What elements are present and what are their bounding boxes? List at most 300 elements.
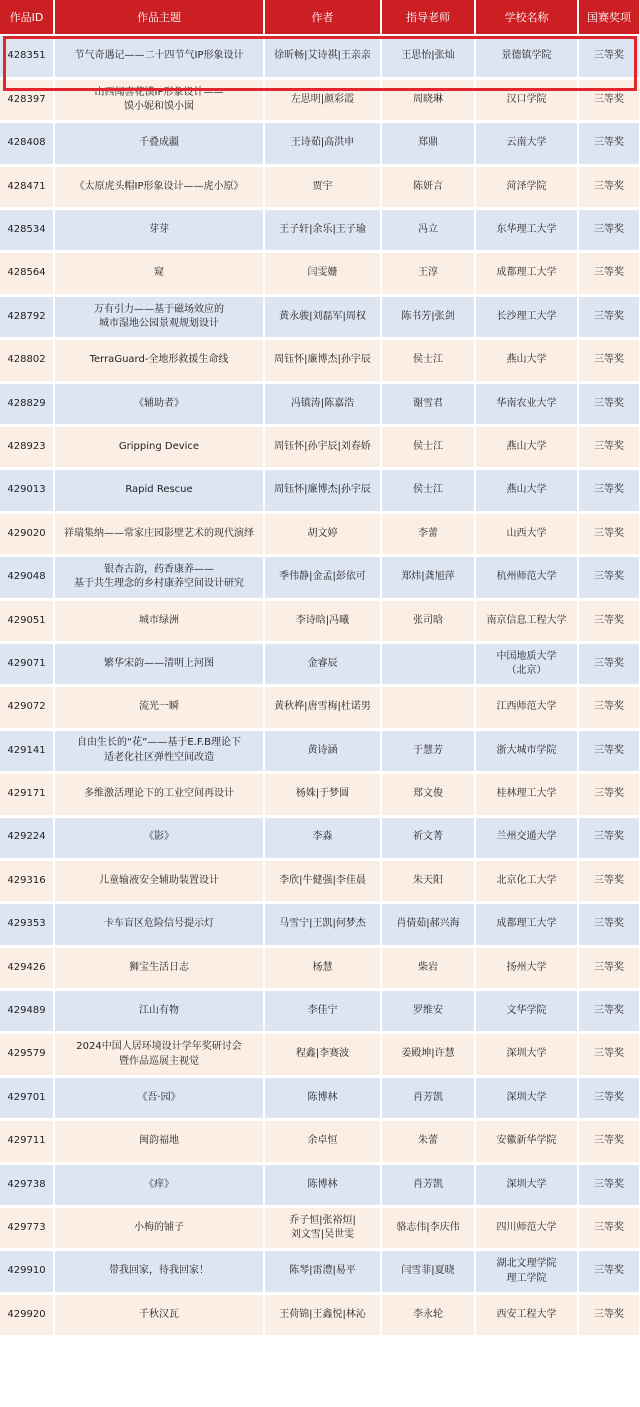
cell-authors-text: 黄秋桦|唐雪梅|杜诺男: [274, 701, 371, 713]
cell-id-text: 429426: [7, 961, 46, 973]
cell-authors-text: 程鑫|李赛波: [295, 1048, 350, 1060]
cell-award-text: 三等奖: [594, 918, 624, 930]
cell-id: [0, 642, 54, 685]
cell-award-text: 三等奖: [594, 50, 624, 62]
cell-school-text: 南京信息工程大学: [486, 614, 567, 626]
cell-advisor: [381, 512, 475, 555]
cell-id-text: 429353: [7, 918, 46, 930]
cell-id-text: 429701: [7, 1091, 46, 1103]
cell-title: [54, 426, 264, 469]
cell-award-text: 三等奖: [594, 1048, 624, 1060]
header-id: 作品ID: [0, 0, 54, 35]
cell-school: [475, 78, 578, 121]
cell-school: [475, 1120, 578, 1163]
cell-advisor-text: 王思怡|张灿: [401, 50, 455, 62]
cell-award: [578, 1120, 640, 1163]
cell-title-text: 节气奇遇记——二十四节气IP形象设计: [74, 50, 244, 62]
cell-award: [578, 773, 640, 816]
cell-id: [0, 686, 54, 729]
cell-award-text: 三等奖: [594, 224, 624, 235]
cell-authors-text: 杨姝|于梦圆: [295, 788, 350, 800]
cell-advisor: [381, 35, 475, 78]
cell-advisor-text: 张司晗: [413, 614, 443, 626]
cell-award-text: 三等奖: [594, 874, 624, 886]
cell-id: [0, 252, 54, 295]
cell-school-text: 兰州交通大学: [496, 831, 557, 843]
cell-title-text: 芽芽: [149, 224, 169, 235]
cell-authors: [264, 295, 381, 338]
cell-id-text: 428408: [7, 137, 46, 149]
cell-authors: [264, 512, 381, 555]
cell-advisor-text: 侯士江: [413, 484, 443, 496]
cell-award-text: 三等奖: [594, 354, 624, 366]
table-row: [0, 946, 640, 989]
cell-award: [578, 512, 640, 555]
cell-school-text: 浙大城市学院: [496, 744, 557, 756]
cell-advisor: [381, 1207, 475, 1250]
cell-authors-text: 陈博林: [307, 1091, 338, 1103]
cell-award-text: 三等奖: [594, 397, 624, 409]
cell-award: [578, 859, 640, 902]
cell-advisor: [381, 1076, 475, 1119]
cell-authors-text: 马雪宁|王凯|何梦杰: [279, 918, 366, 930]
table-row: [0, 1250, 640, 1293]
table-row: [0, 1163, 640, 1206]
cell-advisor: [381, 946, 475, 989]
cell-award: [578, 1293, 640, 1336]
cell-authors: [264, 1293, 381, 1336]
cell-title: [54, 1207, 264, 1250]
cell-advisor-text: 祈文菁: [413, 831, 443, 843]
cell-school: [475, 859, 578, 902]
cell-advisor-text: 侯士江: [413, 354, 443, 366]
cell-title: [54, 1076, 264, 1119]
cell-award: [578, 339, 640, 382]
cell-title: [54, 729, 264, 772]
cell-award: [578, 165, 640, 208]
cell-title-text: 《吾·园》: [137, 1091, 181, 1103]
table-row: [0, 209, 640, 252]
cell-school-text: 燕山大学: [506, 440, 547, 452]
cell-id-text: 429171: [7, 788, 46, 800]
table-row: [0, 1033, 640, 1076]
cell-title: [54, 1163, 264, 1206]
cell-title-text: 千秋汉瓦: [139, 1308, 179, 1320]
cell-advisor: [381, 990, 475, 1033]
cell-title: [54, 1293, 264, 1336]
cell-award: [578, 946, 640, 989]
cell-id: [0, 426, 54, 469]
cell-id-text: 428923: [7, 440, 46, 452]
cell-award: [578, 382, 640, 425]
cell-authors: [264, 946, 381, 989]
cell-title-text: 2024中国人居环境设计学年奖研讨会 暨作品巡展主视觉: [76, 1041, 242, 1067]
table-row: [0, 252, 640, 295]
cell-title-text: 山西闻喜花馍IP形象设计—— 馍小妮和馍小囡: [94, 86, 224, 113]
cell-award-text: 三等奖: [594, 1091, 624, 1103]
cell-authors-text: 闫雯姗: [307, 267, 338, 279]
cell-title-text: 窥: [154, 267, 164, 279]
cell-id: [0, 512, 54, 555]
cell-advisor: [381, 382, 475, 425]
cell-school-text: 菏泽学院: [506, 180, 547, 192]
cell-school-text: 景德镇学院: [501, 50, 552, 62]
cell-award: [578, 209, 640, 252]
cell-school: [475, 1207, 578, 1250]
cell-advisor-text: 郑文俊: [413, 788, 443, 800]
cell-authors: [264, 252, 381, 295]
cell-authors: [264, 773, 381, 816]
cell-title: [54, 339, 264, 382]
cell-id: [0, 1250, 54, 1293]
cell-title-text: 银杏古韵，药香康养—— 基于共生理念的乡村康养空间设计研究: [74, 563, 244, 590]
cell-award-text: 三等奖: [594, 93, 624, 105]
cell-authors-text: 陈博林: [307, 1178, 338, 1190]
cell-id-text: 429141: [7, 744, 46, 756]
cell-id: [0, 1293, 54, 1336]
cell-award: [578, 35, 640, 78]
cell-advisor-text: 于慧芳: [413, 744, 443, 756]
table-row: [0, 339, 640, 382]
cell-title-text: 小梅的铺子: [134, 1221, 184, 1233]
header-school: 学校名称: [475, 0, 578, 35]
cell-award-text: 三等奖: [594, 137, 624, 149]
cell-award-text: 三等奖: [594, 788, 624, 800]
cell-title: [54, 1033, 264, 1076]
cell-advisor: [381, 556, 475, 599]
cell-advisor-text: 闫雪菲|夏晓: [401, 1265, 455, 1277]
cell-award: [578, 426, 640, 469]
cell-id: [0, 816, 54, 859]
cell-school: [475, 35, 578, 78]
cell-advisor-text: 李永轮: [413, 1308, 443, 1320]
cell-advisor: [381, 859, 475, 902]
cell-advisor-text: 周晓琳: [413, 93, 443, 105]
cell-authors-text: 贾宇: [312, 180, 333, 192]
cell-authors-text: 王诗茹|高洪申: [290, 137, 355, 149]
cell-school: [475, 1250, 578, 1293]
cell-title-text: 万有引力——基于磁场效应的 城市湿地公园景观规划设计: [94, 303, 224, 330]
cell-authors: [264, 1250, 381, 1293]
cell-award-text: 三等奖: [594, 701, 624, 713]
cell-title-text: Rapid Rescue: [125, 484, 193, 496]
cell-id-text: 428397: [7, 93, 46, 105]
cell-authors: [264, 1076, 381, 1119]
cell-school: [475, 339, 578, 382]
cell-authors-text: 陈琴|雷澧|易平: [289, 1265, 356, 1277]
cell-title-text: 《影》: [144, 831, 174, 843]
table-row: [0, 35, 640, 78]
cell-award: [578, 686, 640, 729]
cell-id: [0, 1076, 54, 1119]
cell-authors: [264, 990, 381, 1033]
cell-id-text: 428564: [7, 267, 46, 279]
cell-id: [0, 946, 54, 989]
cell-authors-text: 周钰怀|廉博杰|孙宇辰: [274, 354, 371, 366]
cell-authors: [264, 382, 381, 425]
cell-id-text: 429738: [7, 1178, 46, 1190]
cell-school-text: 湖北文理学院 理工学院: [496, 1258, 557, 1284]
cell-title-text: 城市绿洲: [139, 614, 179, 626]
cell-school: [475, 946, 578, 989]
cell-award: [578, 642, 640, 685]
cell-award-text: 三等奖: [594, 440, 624, 452]
cell-id: [0, 1163, 54, 1206]
cell-title: [54, 816, 264, 859]
cell-advisor: [381, 729, 475, 772]
cell-title-text: 带我回家，待我回家！: [109, 1265, 209, 1277]
cell-authors-text: 李诗晗|冯曦: [295, 614, 350, 626]
cell-advisor-text: 姜殿坤|许慧: [401, 1048, 455, 1060]
cell-advisor: [381, 252, 475, 295]
cell-authors-text: 余卓恒: [307, 1135, 338, 1147]
cell-id-text: 428351: [7, 50, 46, 62]
header-title: 作品主题: [54, 0, 264, 35]
cell-id-text: 428471: [7, 180, 46, 192]
cell-school: [475, 252, 578, 295]
cell-title: [54, 990, 264, 1033]
cell-id-text: 429773: [7, 1221, 46, 1233]
cell-authors: [264, 209, 381, 252]
cell-title: [54, 252, 264, 295]
cell-title: [54, 209, 264, 252]
cell-authors: [264, 122, 381, 165]
cell-authors-text: 杨慧: [312, 961, 333, 973]
cell-school-text: 燕山大学: [506, 354, 547, 366]
cell-award: [578, 1076, 640, 1119]
cell-award-text: 三等奖: [594, 527, 624, 539]
table-row: [0, 78, 640, 121]
cell-title-text: 千叠成疆: [139, 137, 179, 149]
cell-school-text: 成都理工大学: [496, 267, 557, 279]
cell-authors: [264, 556, 381, 599]
cell-advisor: [381, 209, 475, 252]
cell-award-text: 三等奖: [594, 484, 624, 496]
cell-title: [54, 382, 264, 425]
cell-title: [54, 122, 264, 165]
cell-award: [578, 599, 640, 642]
cell-authors-text: 冯镇涛|陈嘉浩: [290, 397, 355, 409]
cell-id-text: 429489: [7, 1005, 46, 1017]
cell-id: [0, 209, 54, 252]
table-row: [0, 122, 640, 165]
cell-title-text: 多维激活理论下的工业空间再设计: [84, 788, 234, 800]
cell-authors: [264, 1033, 381, 1076]
table-row: [0, 1293, 640, 1336]
cell-school-text: 华南农业大学: [496, 397, 557, 409]
cell-award-text: 三等奖: [594, 1178, 624, 1190]
cell-school-text: 北京化工大学: [496, 874, 557, 886]
header-advisor: 指导老师: [381, 0, 475, 35]
cell-school-text: 四川师范大学: [496, 1221, 557, 1233]
cell-award-text: 三等奖: [594, 571, 624, 583]
cell-advisor: [381, 78, 475, 121]
cell-award: [578, 122, 640, 165]
cell-school: [475, 382, 578, 425]
table-header-row: [0, 0, 640, 35]
cell-authors-text: 李欣|牛健强|李佳晨: [279, 874, 366, 886]
cell-authors: [264, 599, 381, 642]
cell-title-text: 祥瑞集纳——常家庄园影壁艺术的现代演绎: [64, 527, 254, 539]
cell-advisor-text: 肖倩茹|郝兴海: [396, 918, 460, 930]
cell-title-text: Gripping Device: [118, 440, 200, 452]
cell-school: [475, 122, 578, 165]
cell-school-text: 西安工程大学: [496, 1308, 557, 1320]
cell-title: [54, 556, 264, 599]
table-row: [0, 686, 640, 729]
cell-authors: [264, 816, 381, 859]
cell-authors-text: 王子轩|余乐|王子瑜: [279, 224, 366, 235]
cell-school-text: 扬州大学: [506, 961, 547, 973]
cell-id: [0, 773, 54, 816]
cell-id: [0, 990, 54, 1033]
cell-award-text: 三等奖: [594, 1135, 624, 1147]
cell-advisor: [381, 165, 475, 208]
cell-authors: [264, 686, 381, 729]
cell-title-text: TerraGuard-全地形救援生命线: [89, 354, 229, 366]
cell-advisor-text: 肖芳凯: [413, 1178, 443, 1190]
cell-school: [475, 1076, 578, 1119]
cell-authors-text: 周钰怀|孙宇辰|刘春娇: [274, 440, 371, 452]
table-row: [0, 859, 640, 902]
table-row: [0, 1120, 640, 1163]
cell-school-text: 燕山大学: [506, 484, 547, 496]
cell-advisor: [381, 773, 475, 816]
cell-title: [54, 165, 264, 208]
cell-school: [475, 165, 578, 208]
cell-title-text: 自由生长的“花”——基于E.F.B理论下 适老化社区弹性空间改造: [76, 737, 242, 763]
cell-award: [578, 729, 640, 772]
cell-school: [475, 990, 578, 1033]
cell-title: [54, 295, 264, 338]
cell-title-text: 繁华宋韵——清明上河图: [104, 657, 214, 669]
cell-advisor: [381, 1033, 475, 1076]
cell-authors: [264, 859, 381, 902]
cell-id-text: 429051: [7, 614, 46, 626]
cell-title-text: 儿童输液安全辅助装置设计: [99, 874, 219, 886]
cell-award: [578, 1250, 640, 1293]
cell-award-text: 三等奖: [594, 1005, 624, 1017]
cell-title: [54, 642, 264, 685]
cell-id-text: 428802: [7, 354, 46, 366]
cell-award-text: 三等奖: [594, 1265, 624, 1277]
table-row: [0, 599, 640, 642]
table-row: [0, 642, 640, 685]
cell-advisor: [381, 1163, 475, 1206]
cell-award: [578, 1033, 640, 1076]
cell-award-text: 三等奖: [594, 614, 624, 626]
cell-authors-text: 季伟静|金孟|彭依可: [279, 571, 366, 583]
cell-authors-text: 王荷锦|王鑫悦|林沁: [279, 1308, 366, 1320]
cell-id: [0, 165, 54, 208]
cell-school-text: 文华学院: [506, 1005, 547, 1017]
cell-authors: [264, 1207, 381, 1250]
cell-award: [578, 469, 640, 512]
cell-authors: [264, 1120, 381, 1163]
cell-school: [475, 512, 578, 555]
cell-school-text: 桂林理工大学: [496, 788, 557, 800]
cell-school: [475, 1293, 578, 1336]
cell-authors: [264, 903, 381, 946]
cell-authors: [264, 426, 381, 469]
cell-authors-text: 乔子恒|张裕烜| 刘文雪|吴世雯: [289, 1214, 356, 1241]
cell-title: [54, 859, 264, 902]
cell-award: [578, 816, 640, 859]
cell-advisor: [381, 642, 475, 685]
cell-award: [578, 252, 640, 295]
cell-advisor-text: 王淳: [418, 267, 438, 279]
table-row: [0, 729, 640, 772]
cell-award-text: 三等奖: [594, 657, 624, 669]
cell-authors: [264, 729, 381, 772]
table-row: [0, 426, 640, 469]
table-row: [0, 816, 640, 859]
cell-id: [0, 35, 54, 78]
cell-school: [475, 816, 578, 859]
cell-title-text: 《辅助者》: [134, 397, 184, 409]
cell-title-text: 江山有物: [139, 1005, 179, 1017]
cell-school: [475, 642, 578, 685]
cell-id: [0, 295, 54, 338]
cell-advisor-text: 李蕾: [418, 527, 438, 539]
cell-id-text: 429910: [7, 1265, 46, 1277]
cell-id: [0, 382, 54, 425]
table-row: [0, 990, 640, 1033]
cell-id: [0, 729, 54, 772]
cell-advisor-text: 罗维安: [413, 1005, 443, 1017]
table-row: [0, 1207, 640, 1250]
cell-id-text: 429013: [7, 484, 46, 496]
cell-advisor: [381, 1120, 475, 1163]
cell-award: [578, 1207, 640, 1250]
cell-id: [0, 339, 54, 382]
cell-title-text: 狮宝生活日志: [129, 961, 189, 973]
cell-advisor: [381, 1250, 475, 1293]
cell-school-text: 中国地质大学 （北京）: [496, 650, 557, 677]
cell-id-text: 428792: [7, 310, 46, 322]
cell-advisor-text: 郑炜|龚旭萍: [401, 571, 455, 583]
cell-school-text: 汉口学院: [506, 93, 547, 105]
cell-advisor-text: 侯士江: [413, 440, 443, 452]
cell-id: [0, 469, 54, 512]
cell-school: [475, 903, 578, 946]
cell-id: [0, 78, 54, 121]
cell-id: [0, 122, 54, 165]
cell-award-text: 三等奖: [594, 180, 624, 192]
cell-authors-text: 李佳宁: [307, 1005, 338, 1017]
cell-id-text: 429711: [7, 1135, 46, 1147]
cell-award-text: 三等奖: [594, 310, 624, 322]
cell-authors-text: 黄永骏|刘磊军|周权: [279, 310, 366, 322]
cell-school-text: 深圳大学: [506, 1091, 547, 1103]
cell-title: [54, 1120, 264, 1163]
cell-school: [475, 1033, 578, 1076]
cell-award-text: 三等奖: [594, 744, 624, 756]
cell-id: [0, 1120, 54, 1163]
cell-school-text: 长沙理工大学: [496, 310, 557, 322]
cell-id-text: 428829: [7, 397, 46, 409]
cell-award-text: 三等奖: [594, 1308, 624, 1320]
cell-school: [475, 1163, 578, 1206]
cell-id-text: 429920: [7, 1308, 46, 1320]
table-row: [0, 773, 640, 816]
cell-id-text: 429224: [7, 831, 46, 843]
cell-school: [475, 295, 578, 338]
cell-id-text: 429048: [7, 571, 46, 583]
cell-authors-text: 徐昕畅|艾诗祺|王亲亲: [274, 50, 371, 62]
cell-school: [475, 426, 578, 469]
cell-authors: [264, 165, 381, 208]
